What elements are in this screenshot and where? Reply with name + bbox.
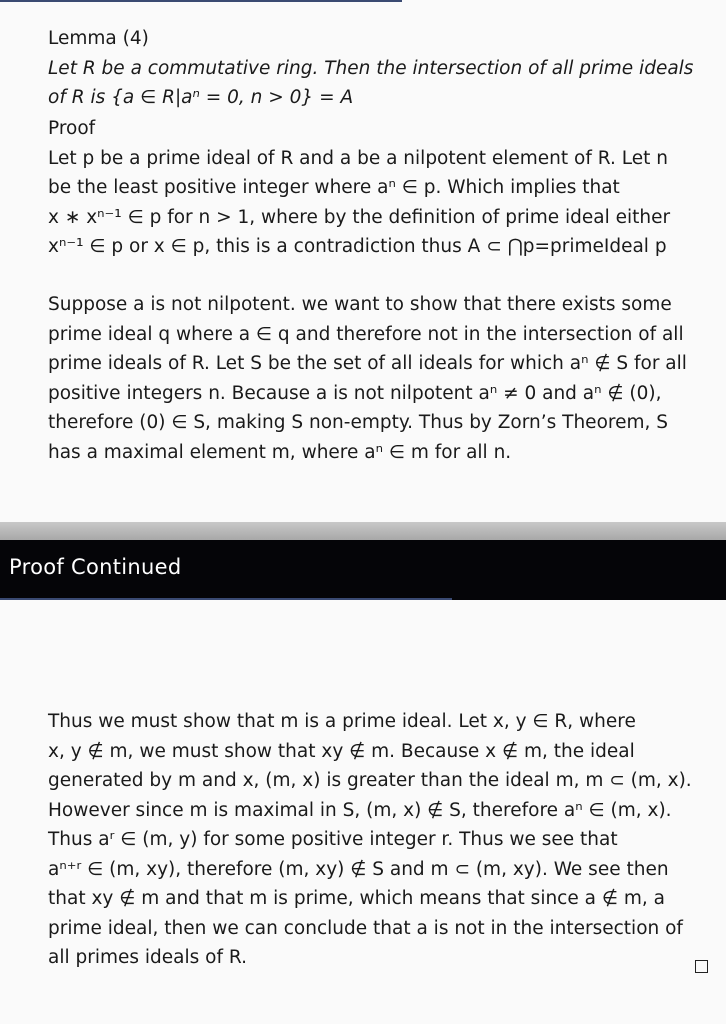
paragraph-line: positive integers n. Because a is not nilpotent aⁿ ≠ 0 and aⁿ ∉ (0), <box>48 382 662 404</box>
slide-title: Proof Continued <box>9 555 182 579</box>
continued-line: all primes ideals of R. <box>48 947 247 968</box>
paragraph-line: prime ideals of R. Let S be the set of all ideals for which aⁿ ∉ S for all <box>48 353 687 374</box>
top-accent-line <box>0 0 402 2</box>
last-line <box>48 943 708 973</box>
proof-paragraph-2 <box>48 290 708 467</box>
paragraph-line: prime ideal q where a ∈ q and therefore not in the intersection of all <box>48 323 684 345</box>
proof-line: be the least positive integer where aⁿ ∈ p. Which implies that <box>48 177 620 198</box>
continued-line: aⁿ⁺ʳ ∈ (m, xy), therefore (m, xy) ∉ S and m ⊂ (m, xy). We see then <box>48 858 669 880</box>
qed-square-icon <box>695 960 708 973</box>
continued-line: that xy ∉ m and that m is prime, which means that since a ∉ m, a <box>48 888 665 909</box>
continued-proof-block <box>48 707 708 973</box>
continued-line: Thus aʳ ∈ (m, y) for some positive integer r. Thus we see that <box>48 829 618 850</box>
paragraph-line: therefore (0) ∈ S, making S non-empty. Thus by Zorn’s Theorem, S <box>48 412 668 433</box>
slide-title-bar <box>0 540 726 600</box>
proof-block <box>48 114 708 262</box>
paragraph-line: Suppose a is not nilpotent. we want to show that there exists some <box>48 294 672 315</box>
lemma-title: Lemma (4) <box>48 28 149 49</box>
continued-line: generated by m and x, (m, x) is greater than the ideal m, m ⊂ (m, x). <box>48 770 692 791</box>
continued-line: Thus we must show that m is a prime ideal. Let x, y ∈ R, where <box>48 711 636 732</box>
slide-proof-continued <box>0 600 726 1024</box>
proof-line: xⁿ⁻¹ ∈ p or x ∈ p, this is a contradiction thus A ⊂ ⋂p=primeIdeal p <box>48 236 667 257</box>
lemma-statement-line-2: of R is {a ∈ R|aⁿ = 0, n > 0} = A <box>48 87 354 108</box>
continued-line: prime ideal, then we can conclude that a is not in the intersection of <box>48 917 683 939</box>
lemma-statement-line-1: Let R be a commutative ring. Then the intersection of all prime ideals <box>48 57 694 79</box>
continued-line: However since m is maximal in S, (m, x) ∉ S, therefore aⁿ ∈ (m, x). <box>48 799 672 821</box>
paragraph-line: has a maximal element m, where aⁿ ∈ m for all n. <box>48 441 512 463</box>
proof-line: Let p be a prime ideal of R and a be a nilpotent element of R. Let n <box>48 147 668 169</box>
lemma-block <box>48 24 708 113</box>
proof-line: x ∗ xⁿ⁻¹ ∈ p for n > 1, where by the definition of prime ideal either <box>48 206 671 228</box>
continued-line: x, y ∉ m, we must show that xy ∉ m. Because x ∉ m, the ideal <box>48 740 635 762</box>
slide-separator <box>0 522 726 540</box>
proof-title: Proof <box>48 118 96 139</box>
